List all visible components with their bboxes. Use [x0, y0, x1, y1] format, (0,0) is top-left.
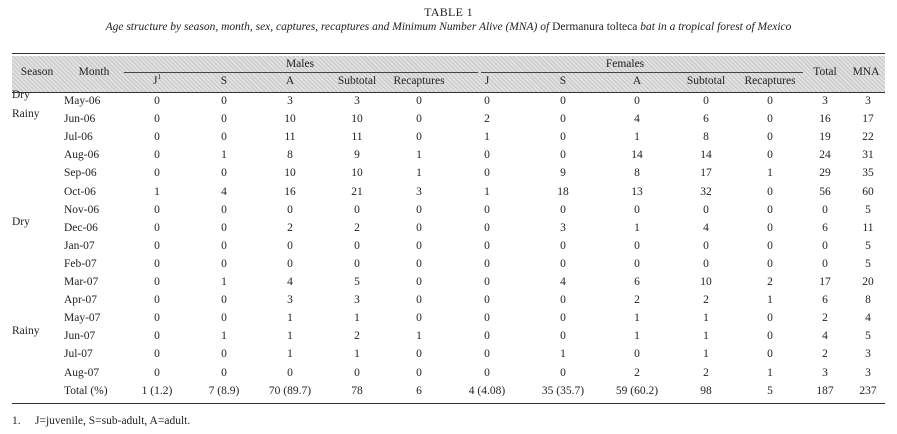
cell-recaptures-female: 1	[767, 167, 773, 179]
cell-month: Apr-07	[64, 294, 97, 306]
footnote-text: J=juvenile, S=sub-adult, A=adult.	[35, 415, 191, 427]
cell-month: Total (%)	[64, 385, 108, 397]
cell-a-male: 3	[287, 294, 293, 306]
cell-subtotal-female: 10	[700, 276, 712, 288]
footnote	[12, 415, 190, 427]
cell-subtotal-female: 98	[700, 385, 712, 397]
cell-a-female: 0	[634, 348, 640, 360]
cell-recaptures-female: 0	[767, 186, 773, 198]
cell-total: 17	[819, 276, 831, 288]
cell-month: Jun-07	[64, 330, 96, 342]
header-s-female: S	[559, 75, 567, 87]
cell-subtotal-female: 0	[703, 258, 709, 270]
cell-j-female: 1	[484, 131, 490, 143]
cell-mna: 20	[862, 276, 874, 288]
cell-a-female: 2	[634, 294, 640, 306]
cell-a-male: 10	[284, 113, 296, 125]
cell-mna: 3	[865, 95, 871, 107]
cell-s-female: 3	[560, 222, 566, 234]
cell-j-female: 0	[484, 204, 490, 216]
cell-subtotal-male: 3	[354, 294, 360, 306]
header-season: Season	[20, 66, 54, 78]
cell-month: Oct-06	[64, 186, 96, 198]
cell-total: 187	[816, 385, 834, 397]
season-label: Dry	[12, 89, 30, 101]
caption-text: Age structure by season, month, sex, captures, recaptures and Minimum Number Alive (MNA) of	[105, 21, 550, 33]
cell-a-female: 1	[634, 131, 640, 143]
cell-s-female: 1	[560, 348, 566, 360]
cell-recaptures-male: 3	[416, 186, 422, 198]
cell-mna: 31	[862, 149, 874, 161]
cell-total: 2	[822, 312, 828, 324]
cell-recaptures-male: 0	[416, 95, 422, 107]
cell-j-female: 0	[484, 258, 490, 270]
cell-j-male: 1	[154, 186, 160, 198]
cell-s-female: 9	[560, 167, 566, 179]
cell-j-male: 0	[154, 95, 160, 107]
header-subtotal-male: Subtotal	[337, 75, 377, 87]
cell-a-female: 1	[634, 312, 640, 324]
cell-recaptures-female: 0	[767, 348, 773, 360]
cell-s-male: 4	[221, 186, 227, 198]
cell-s-female: 0	[560, 113, 566, 125]
cell-recaptures-male: 0	[416, 276, 422, 288]
cell-a-female: 1	[634, 330, 640, 342]
cell-subtotal-female: 2	[703, 294, 709, 306]
cell-recaptures-female: 0	[767, 258, 773, 270]
cell-month: Aug-06	[64, 149, 100, 161]
cell-s-male: 0	[221, 113, 227, 125]
cell-a-male: 0	[287, 204, 293, 216]
cell-recaptures-male: 1	[416, 167, 422, 179]
cell-subtotal-male: 9	[354, 149, 360, 161]
cell-total: 19	[819, 131, 831, 143]
cell-recaptures-male: 0	[416, 258, 422, 270]
cell-s-female: 0	[560, 95, 566, 107]
cell-recaptures-male: 0	[416, 204, 422, 216]
bottom-rule	[12, 403, 885, 404]
caption-species: Dermanura tolteca	[552, 21, 638, 33]
cell-s-female: 0	[560, 294, 566, 306]
cell-j-male: 0	[154, 276, 160, 288]
cell-j-male: 0	[154, 149, 160, 161]
cell-s-male: 0	[221, 240, 227, 252]
cell-subtotal-female: 1	[703, 348, 709, 360]
cell-j-female: 0	[484, 330, 490, 342]
cell-recaptures-female: 0	[767, 312, 773, 324]
cell-subtotal-female: 0	[703, 204, 709, 216]
cell-month: Jun-06	[64, 113, 96, 125]
females-group-header: Females	[605, 58, 645, 70]
cell-subtotal-female: 2	[703, 367, 709, 379]
cell-recaptures-female: 5	[767, 385, 773, 397]
header-recaptures-male: Recaptures	[393, 75, 445, 87]
cell-subtotal-female: 0	[703, 95, 709, 107]
header-subtotal-female: Subtotal	[686, 75, 726, 87]
cell-s-female: 35 (35.7)	[541, 385, 585, 397]
table-caption	[0, 21, 897, 33]
header-j-male	[153, 74, 161, 88]
cell-recaptures-male: 0	[416, 294, 422, 306]
cell-month: May-06	[64, 95, 101, 107]
cell-subtotal-female: 17	[700, 167, 712, 179]
cell-a-female: 0	[634, 95, 640, 107]
cell-subtotal-female: 14	[700, 149, 712, 161]
cell-total: 0	[822, 204, 828, 216]
cell-month: Dec-06	[64, 222, 98, 234]
cell-s-male: 0	[221, 258, 227, 270]
cell-subtotal-male: 3	[354, 95, 360, 107]
cell-subtotal-male: 0	[354, 258, 360, 270]
cell-a-female: 0	[634, 240, 640, 252]
season-label: Dry	[12, 216, 30, 228]
cell-a-male: 1	[287, 348, 293, 360]
cell-j-female: 0	[484, 294, 490, 306]
cell-s-male: 1	[221, 149, 227, 161]
cell-recaptures-female: 0	[767, 330, 773, 342]
cell-month: Jan-07	[64, 240, 95, 252]
header-total: Total	[813, 66, 837, 78]
cell-s-male: 0	[221, 367, 227, 379]
cell-recaptures-male: 1	[416, 330, 422, 342]
cell-s-female: 0	[560, 330, 566, 342]
cell-subtotal-female: 6	[703, 113, 709, 125]
cell-j-female: 1	[484, 186, 490, 198]
cell-j-female: 0	[484, 312, 490, 324]
cell-recaptures-male: 6	[416, 385, 422, 397]
cell-a-male: 0	[287, 367, 293, 379]
cell-subtotal-male: 0	[354, 204, 360, 216]
cell-j-male: 0	[154, 222, 160, 234]
header-j-female: J	[484, 75, 490, 87]
cell-j-female: 0	[484, 240, 490, 252]
cell-a-female: 6	[634, 276, 640, 288]
header-mna: MNA	[852, 66, 880, 78]
cell-recaptures-female: 2	[767, 276, 773, 288]
cell-a-male: 8	[287, 149, 293, 161]
cell-j-male: 0	[154, 330, 160, 342]
cell-recaptures-male: 0	[416, 222, 422, 234]
cell-j-male: 0	[154, 258, 160, 270]
cell-s-male: 0	[221, 167, 227, 179]
header-a-male: A	[285, 75, 295, 87]
cell-subtotal-male: 2	[354, 222, 360, 234]
cell-a-female: 13	[631, 186, 643, 198]
cell-recaptures-female: 0	[767, 149, 773, 161]
cell-j-male: 0	[154, 240, 160, 252]
cell-j-female: 0	[484, 367, 490, 379]
cell-total: 3	[822, 367, 828, 379]
cell-mna: 11	[862, 222, 874, 234]
cell-mna: 60	[862, 186, 874, 198]
cell-subtotal-male: 0	[354, 367, 360, 379]
cell-total: 3	[822, 95, 828, 107]
cell-s-female: 0	[560, 367, 566, 379]
cell-s-female: 0	[560, 312, 566, 324]
cell-mna: 5	[865, 258, 871, 270]
cell-month: Sep-06	[64, 167, 97, 179]
cell-a-male: 4	[287, 276, 293, 288]
cell-total: 2	[822, 348, 828, 360]
cell-recaptures-male: 1	[416, 149, 422, 161]
cell-j-male: 0	[154, 294, 160, 306]
cell-a-female: 14	[631, 149, 643, 161]
footnote-number: 1.	[12, 415, 21, 427]
cell-s-male: 0	[221, 222, 227, 234]
cell-j-female: 0	[484, 167, 490, 179]
cell-s-female: 0	[560, 204, 566, 216]
cell-j-female: 0	[484, 149, 490, 161]
cell-recaptures-female: 1	[767, 294, 773, 306]
top-rule	[12, 53, 885, 54]
males-underline	[124, 72, 478, 73]
cell-month: Jul-06	[64, 131, 93, 143]
caption-tail: bat in a tropical forest of Mexico	[640, 21, 792, 33]
cell-a-female: 59 (60.2)	[615, 385, 659, 397]
cell-mna: 8	[865, 294, 871, 306]
cell-mna: 3	[865, 367, 871, 379]
cell-total: 0	[822, 258, 828, 270]
table-title: TABLE 1	[424, 5, 473, 19]
cell-s-male: 0	[221, 312, 227, 324]
cell-subtotal-male: 78	[351, 385, 363, 397]
cell-j-male: 0	[154, 131, 160, 143]
cell-j-female: 0	[484, 348, 490, 360]
males-group-header: Males	[285, 58, 315, 70]
cell-subtotal-male: 10	[351, 113, 363, 125]
header-recaptures-female: Recaptures	[744, 75, 796, 87]
cell-subtotal-female: 4	[703, 222, 709, 234]
cell-subtotal-female: 8	[703, 131, 709, 143]
cell-recaptures-female: 1	[767, 367, 773, 379]
cell-a-male: 1	[287, 312, 293, 324]
cell-mna: 3	[865, 348, 871, 360]
cell-total: 6	[822, 222, 828, 234]
cell-j-male: 0	[154, 167, 160, 179]
cell-total: 16	[819, 113, 831, 125]
cell-subtotal-male: 1	[354, 348, 360, 360]
cell-j-male: 0	[154, 367, 160, 379]
cell-j-female: 0	[484, 222, 490, 234]
cell-a-male: 1	[287, 330, 293, 342]
cell-mna: 5	[865, 240, 871, 252]
cell-recaptures-female: 0	[767, 131, 773, 143]
cell-a-male: 16	[284, 186, 296, 198]
cell-a-male: 70 (89.7)	[268, 385, 312, 397]
cell-recaptures-male: 0	[416, 240, 422, 252]
cell-a-male: 0	[287, 258, 293, 270]
cell-s-male: 0	[221, 204, 227, 216]
header-month: Month	[78, 66, 110, 78]
cell-j-male: 0	[154, 348, 160, 360]
cell-j-male: 0	[154, 312, 160, 324]
cell-mna: 5	[865, 330, 871, 342]
cell-recaptures-female: 0	[767, 240, 773, 252]
cell-s-male: 1	[221, 330, 227, 342]
cell-subtotal-female: 32	[700, 186, 712, 198]
cell-month: Aug-07	[64, 367, 100, 379]
cell-s-female: 0	[560, 149, 566, 161]
cell-s-female: 0	[560, 240, 566, 252]
cell-recaptures-female: 0	[767, 204, 773, 216]
cell-j-female: 2	[484, 113, 490, 125]
cell-a-male: 3	[287, 95, 293, 107]
cell-s-male: 0	[221, 294, 227, 306]
cell-month: Feb-07	[64, 258, 97, 270]
cell-subtotal-female: 1	[703, 312, 709, 324]
cell-recaptures-female: 0	[767, 113, 773, 125]
cell-subtotal-male: 2	[354, 330, 360, 342]
season-label: Rainy	[12, 108, 40, 120]
cell-a-female: 1	[634, 222, 640, 234]
cell-recaptures-female: 0	[767, 95, 773, 107]
footnote-marker: 1	[157, 73, 161, 82]
cell-j-female: 0	[484, 95, 490, 107]
cell-a-female: 2	[634, 367, 640, 379]
cell-a-male: 11	[284, 131, 296, 143]
cell-a-male: 10	[284, 167, 296, 179]
females-underline	[481, 72, 803, 73]
cell-total: 56	[819, 186, 831, 198]
cell-recaptures-male: 0	[416, 131, 422, 143]
cell-a-male: 2	[287, 222, 293, 234]
cell-subtotal-female: 1	[703, 330, 709, 342]
cell-mna: 22	[862, 131, 874, 143]
cell-j-male: 0	[154, 113, 160, 125]
cell-s-female: 0	[560, 258, 566, 270]
cell-total: 24	[819, 149, 831, 161]
cell-subtotal-male: 1	[354, 312, 360, 324]
cell-a-female: 8	[634, 167, 640, 179]
cell-month: Nov-06	[64, 204, 100, 216]
header-j-male-label: J	[153, 75, 158, 87]
cell-recaptures-male: 0	[416, 348, 422, 360]
header-a-female: A	[632, 75, 642, 87]
cell-j-female: 4 (4.08)	[468, 385, 506, 397]
cell-mna: 4	[865, 312, 871, 324]
cell-s-male: 0	[221, 348, 227, 360]
cell-a-female: 0	[634, 258, 640, 270]
cell-a-female: 0	[634, 204, 640, 216]
cell-a-female: 4	[634, 113, 640, 125]
cell-subtotal-male: 0	[354, 240, 360, 252]
cell-mna: 17	[862, 113, 874, 125]
cell-s-male: 0	[221, 131, 227, 143]
cell-j-male: 1 (1.2)	[141, 385, 173, 397]
cell-mna: 5	[865, 204, 871, 216]
cell-j-female: 0	[484, 276, 490, 288]
cell-total: 4	[822, 330, 828, 342]
cell-total: 6	[822, 294, 828, 306]
cell-month: Mar-07	[64, 276, 99, 288]
cell-subtotal-female: 0	[703, 240, 709, 252]
cell-s-female: 0	[560, 131, 566, 143]
cell-month: May-07	[64, 312, 101, 324]
cell-s-male: 7 (8.9)	[208, 385, 240, 397]
cell-a-male: 0	[287, 240, 293, 252]
header-s-male: S	[220, 75, 228, 87]
cell-recaptures-male: 0	[416, 312, 422, 324]
cell-s-female: 4	[560, 276, 566, 288]
cell-mna: 35	[862, 167, 874, 179]
cell-month: Jul-07	[64, 348, 93, 360]
header-rule	[12, 92, 885, 93]
cell-recaptures-female: 0	[767, 222, 773, 234]
cell-s-female: 18	[557, 186, 569, 198]
cell-recaptures-male: 0	[416, 113, 422, 125]
cell-total: 0	[822, 240, 828, 252]
cell-j-male: 0	[154, 204, 160, 216]
cell-subtotal-male: 21	[351, 186, 363, 198]
cell-s-male: 0	[221, 95, 227, 107]
season-label: Rainy	[12, 325, 40, 337]
cell-subtotal-male: 11	[351, 131, 363, 143]
cell-total: 29	[819, 167, 831, 179]
cell-mna: 237	[859, 385, 877, 397]
cell-subtotal-male: 5	[354, 276, 360, 288]
cell-subtotal-male: 10	[351, 167, 363, 179]
cell-s-male: 1	[221, 276, 227, 288]
cell-recaptures-male: 0	[416, 367, 422, 379]
